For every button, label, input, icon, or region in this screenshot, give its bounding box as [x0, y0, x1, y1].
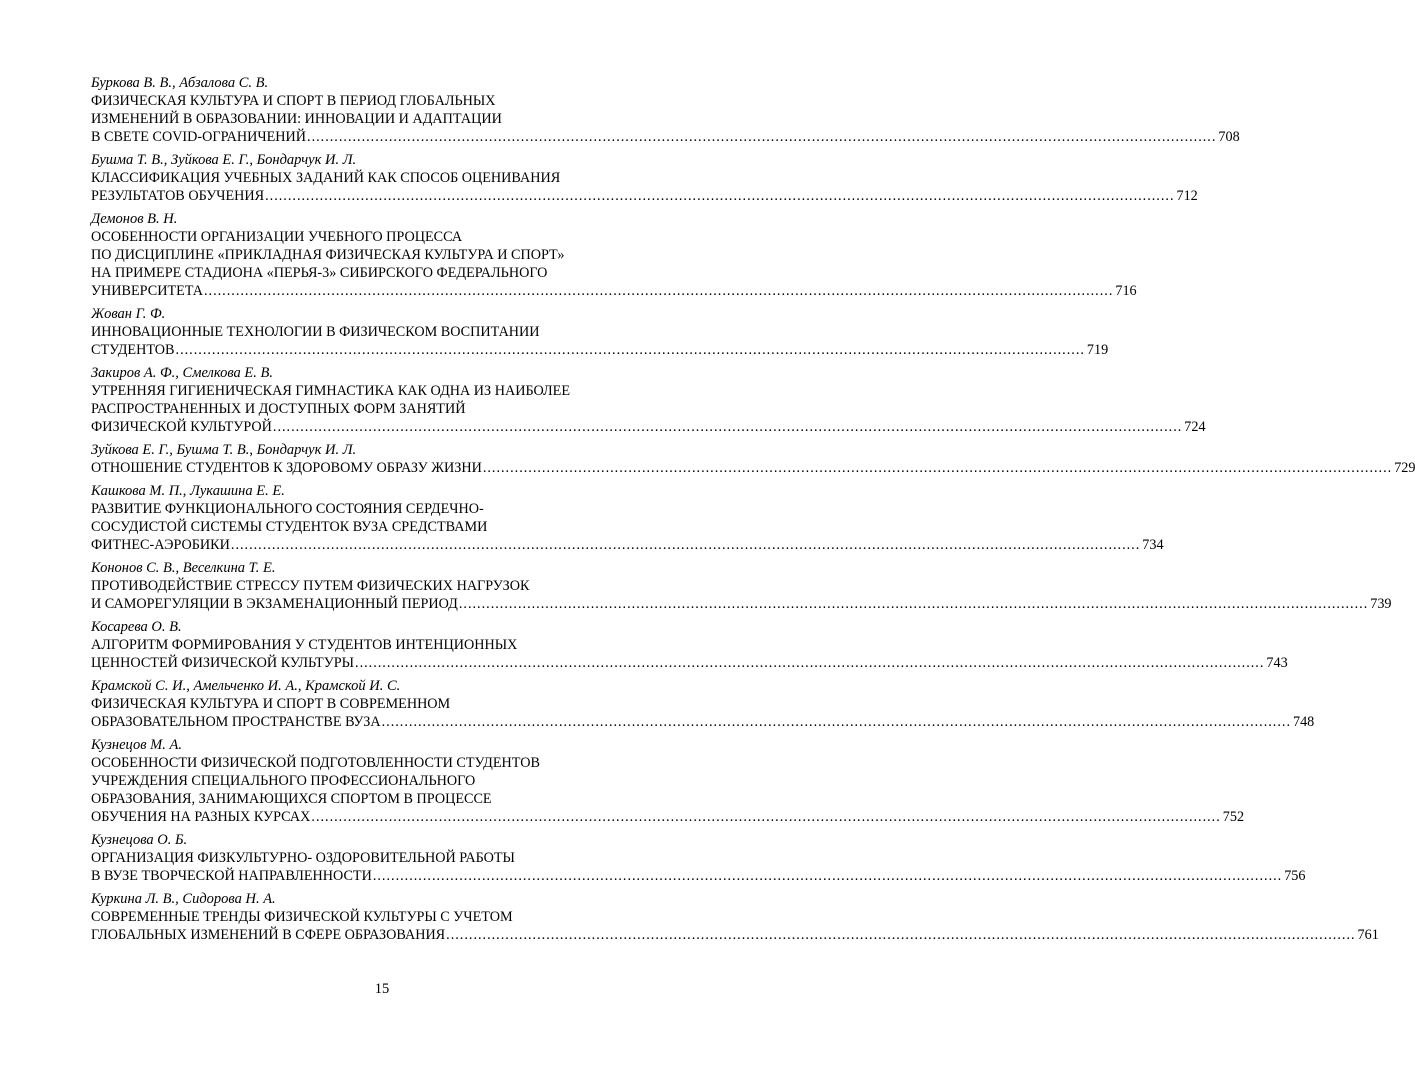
entry-page-number: 716: [1115, 283, 1137, 299]
toc-entry: [91, 151, 1198, 205]
entry-title-end: ОБРАЗОВАТЕЛЬНОМ ПРОСТРАНСТВЕ ВУЗА: [91, 714, 381, 730]
dot-leader: ........................................................................................................................................................................................................: [311, 809, 1221, 825]
entry-authors: Крамской С. И., Амельченко И. А., Крамской И. С.: [91, 678, 401, 694]
entry-last-line: [91, 128, 1240, 146]
entry-page-number: 756: [1284, 868, 1306, 884]
entry-authors: Кашкова М. П., Лукашина Е. Е.: [91, 483, 285, 499]
entry-title-end: ФИТНЕС-АЭРОБИКИ: [91, 537, 230, 553]
entry-title-end: ГЛОБАЛЬНЫХ ИЗМЕНЕНИЙ В СФЕРЕ ОБРАЗОВАНИЯ: [91, 927, 446, 943]
entry-title-line: ОБРАЗОВАНИЯ, ЗАНИМАЮЩИХСЯ СПОРТОМ В ПРОЦЕССЕ: [91, 791, 492, 807]
entry-authors: Жован Г. Ф.: [91, 306, 166, 322]
entry-title-line: ОСОБЕННОСТИ ОРГАНИЗАЦИИ УЧЕБНОГО ПРОЦЕССА: [91, 229, 463, 245]
toc-entry: [91, 677, 1315, 731]
entry-last-line: [91, 459, 1415, 477]
entry-last-line: [91, 926, 1379, 944]
entry-last-line: [91, 341, 1109, 359]
entry-page-number: 708: [1218, 129, 1240, 145]
entry-title-line: ФИЗИЧЕСКАЯ КУЛЬТУРА И СПОРТ В ПЕРИОД ГЛОБАЛЬНЫХ: [91, 93, 496, 109]
entry-authors: Косарева О. В.: [91, 619, 182, 635]
entry-title-end: ЦЕННОСТЕЙ ФИЗИЧЕСКОЙ КУЛЬТУРЫ: [91, 655, 355, 671]
dot-leader: ........................................................................................................................................................................................................: [175, 342, 1085, 358]
entry-title-line: РАСПРОСТРАНЕННЫХ И ДОСТУПНЫХ ФОРМ ЗАНЯТИЙ: [91, 401, 466, 417]
entry-title-line: СОСУДИСТОЙ СИСТЕМЫ СТУДЕНТОК ВУЗА СРЕДСТВАМИ: [91, 519, 488, 535]
toc-entry: [91, 618, 1288, 672]
entry-title-line: ОСОБЕННОСТИ ФИЗИЧЕСКОЙ ПОДГОТОВЛЕННОСТИ СТУДЕНТОВ: [91, 755, 540, 771]
entry-page-number: 729: [1394, 460, 1415, 476]
entry-last-line: [91, 536, 1164, 554]
entry-page-number: 761: [1357, 927, 1379, 943]
entry-last-line: [91, 654, 1288, 672]
entry-title-end: СТУДЕНТОВ: [91, 342, 175, 358]
dot-leader: ........................................................................................................................................................................................................: [203, 283, 1114, 299]
entry-title-line: ФИЗИЧЕСКАЯ КУЛЬТУРА И СПОРТ В СОВРЕМЕННОМ: [91, 696, 451, 712]
entry-page-number: 752: [1222, 809, 1245, 825]
toc-entry: [91, 74, 1240, 146]
dot-leader: ........................................................................................................................................................................................................: [446, 927, 1356, 943]
entry-authors: Кузнецов М. А.: [91, 737, 182, 753]
dot-leader: ........................................................................................................................................................................................................: [372, 868, 1283, 884]
entry-last-line: [91, 187, 1198, 205]
dot-leader: ........................................................................................................................................................................................................: [381, 714, 1291, 730]
entry-title-line: РАЗВИТИЕ ФУНКЦИОНАЛЬНОГО СОСТОЯНИЯ СЕРДЕЧНО-: [91, 501, 484, 517]
entry-page-number: 739: [1370, 596, 1392, 612]
page-number: 15: [374, 981, 390, 997]
entry-authors: Зуйкова Е. Г., Бушма Т. В., Бондарчук И. Л.: [91, 442, 357, 458]
dot-leader: ........................................................................................................................................................................................................: [458, 596, 1369, 612]
entry-title-end: ФИЗИЧЕСКОЙ КУЛЬТУРОЙ: [91, 419, 272, 435]
entry-title-end: И САМОРЕГУЛЯЦИИ В ЭКЗАМЕНАЦИОННЫЙ ПЕРИОД: [91, 596, 458, 612]
entry-authors: Закиров А. Ф., Смелкова Е. В.: [91, 365, 273, 381]
entry-page-number: 712: [1176, 188, 1198, 204]
toc-entry: [91, 736, 1245, 826]
entry-last-line: [91, 595, 1392, 613]
dot-leader: ........................................................................................................................................................................................................: [265, 188, 1175, 204]
entry-title-end: В ВУЗЕ ТВОРЧЕСКОЙ НАПРАВЛЕННОСТИ: [91, 868, 372, 884]
entry-title-line: АЛГОРИТМ ФОРМИРОВАНИЯ У СТУДЕНТОВ ИНТЕНЦИОННЫХ: [91, 637, 518, 653]
entry-last-line: [91, 867, 1306, 885]
entry-last-line: [91, 808, 1245, 826]
entry-title-end: РЕЗУЛЬТАТОВ ОБУЧЕНИЯ: [91, 188, 265, 204]
dot-leader: ........................................................................................................................................................................................................: [272, 419, 1183, 435]
entry-authors: Кузнецова О. Б.: [91, 832, 188, 848]
dot-leader: ........................................................................................................................................................................................................: [307, 129, 1217, 145]
entry-authors: Бушма Т. В., Зуйкова Е. Г., Бондарчук И. Л.: [91, 152, 357, 168]
toc-entry: [91, 890, 1379, 944]
dot-leader: ........................................................................................................................................................................................................: [482, 460, 1393, 476]
entry-title-line: УТРЕННЯЯ ГИГИЕНИЧЕСКАЯ ГИМНАСТИКА КАК ОДНА ИЗ НАИБОЛЕЕ: [91, 383, 570, 399]
entry-page-number: 719: [1086, 342, 1109, 358]
toc-entry: [91, 559, 1392, 613]
entry-title-line: ПО ДИСЦИПЛИНЕ «ПРИКЛАДНАЯ ФИЗИЧЕСКАЯ КУЛЬТУРА И СПОРТ»: [91, 247, 565, 263]
toc-entry: [91, 210, 1137, 300]
toc-entry: [91, 831, 1306, 885]
toc-entry: [91, 364, 1206, 436]
entry-title-line: КЛАССИФИКАЦИЯ УЧЕБНЫХ ЗАДАНИЙ КАК СПОСОБ ОЦЕНИВАНИЯ: [91, 170, 561, 186]
entry-last-line: [91, 713, 1315, 731]
toc-entry: [91, 305, 1109, 359]
entry-title-line: СОВРЕМЕННЫЕ ТРЕНДЫ ФИЗИЧЕСКОЙ КУЛЬТУРЫ С УЧЕТОМ: [91, 909, 513, 925]
entry-page-number: 743: [1266, 655, 1288, 671]
entry-page-number: 748: [1292, 714, 1315, 730]
entry-page-number: 724: [1184, 419, 1206, 435]
entry-title-line: УЧРЕЖДЕНИЯ СПЕЦИАЛЬНОГО ПРОФЕССИОНАЛЬНОГО: [91, 773, 476, 789]
entry-title-end: УНИВЕРСИТЕТА: [91, 283, 203, 299]
toc-entry: [91, 482, 1164, 554]
dot-leader: ........................................................................................................................................................................................................: [355, 655, 1265, 671]
entry-page-number: 734: [1142, 537, 1164, 553]
entry-title-line: ОРГАНИЗАЦИЯ ФИЗКУЛЬТУРНО- ОЗДОРОВИТЕЛЬНОЙ РАБОТЫ: [91, 850, 515, 866]
dot-leader: ........................................................................................................................................................................................................: [230, 537, 1141, 553]
entry-authors: Буркова В. В., Абзалова С. В.: [91, 75, 269, 91]
entry-authors: Демонов В. Н.: [91, 211, 178, 227]
entry-title-end: ОБУЧЕНИЯ НА РАЗНЫХ КУРСАХ: [91, 809, 311, 825]
table-of-contents: [91, 74, 1415, 949]
entry-authors: Куркина Л. В., Сидорова Н. А.: [91, 891, 276, 907]
entry-authors: Кононов С. В., Веселкина Т. Е.: [91, 560, 276, 576]
entry-title-line: ПРОТИВОДЕЙСТВИЕ СТРЕССУ ПУТЕМ ФИЗИЧЕСКИХ НАГРУЗОК: [91, 578, 530, 594]
entry-title-end: В СВЕТЕ COVID-ОГРАНИЧЕНИЙ: [91, 129, 307, 145]
entry-title-line: ИЗМЕНЕНИЙ В ОБРАЗОВАНИИ: ИННОВАЦИИ И АДАПТАЦИИ: [91, 111, 502, 127]
toc-entry: [91, 441, 1415, 477]
entry-title-end: ОТНОШЕНИЕ СТУДЕНТОВ К ЗДОРОВОМУ ОБРАЗУ ЖИЗНИ: [91, 460, 482, 476]
entry-title-line: НА ПРИМЕРЕ СТАДИОНА «ПЕРЬЯ-3» СИБИРСКОГО ФЕДЕРАЛЬНОГО: [91, 265, 548, 281]
entry-title-line: ИННОВАЦИОННЫЕ ТЕХНОЛОГИИ В ФИЗИЧЕСКОМ ВОСПИТАНИИ: [91, 324, 540, 340]
entry-last-line: [91, 418, 1206, 436]
entry-last-line: [91, 282, 1137, 300]
